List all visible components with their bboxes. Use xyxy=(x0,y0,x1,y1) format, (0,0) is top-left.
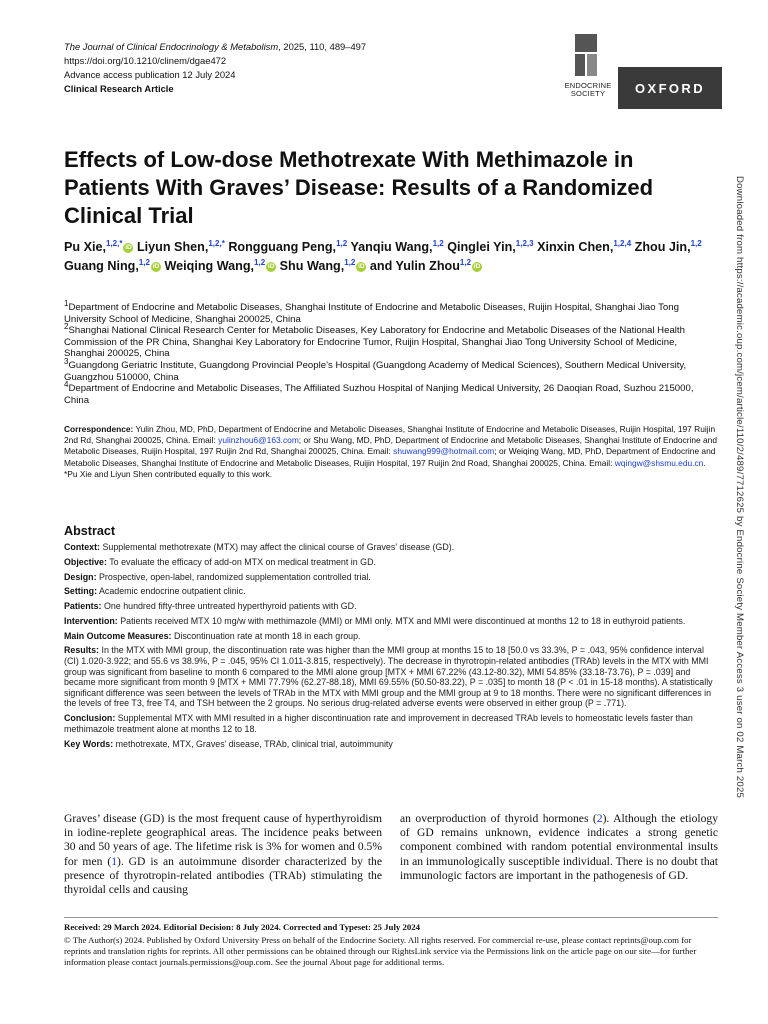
download-note-text: Downloaded from https://academic.oup.com/jcem/article/110/2/489/7712625 by Endocrine Society Member Access 3 user on 02 March 2025 xyxy=(734,176,745,799)
author-affil-sup[interactable]: 1,2 xyxy=(138,257,150,267)
affiliation-text: Guangdong Geriatric Institute, Guangdong Provincial People’s Hospital (Guangdong Academy of Medical Sciences), Southern Medical University, Guangzhou 510000, China xyxy=(64,359,687,383)
abstract-section xyxy=(64,739,718,750)
equal-contribution-note: *Pu Xie and Liyun Shen contributed equally to this work. xyxy=(64,468,273,479)
author-affil-sup[interactable]: 1,2 xyxy=(459,257,472,267)
abstract-section-label: Key Words: xyxy=(64,738,114,749)
author xyxy=(350,240,443,254)
correspondence-part: Yulin Zhou, MD, PhD, Department of Endocrine and Metabolic Diseases, Shanghai Institute of Endocrine and Metabolic Diseases, Ruijin Hospital, 197 Ruijin 2nd Rd, Shanghai 200025, China. Email: xyxy=(64,424,716,446)
abstract-section xyxy=(64,645,718,709)
author-name: and Yulin Zhou xyxy=(369,259,460,273)
author xyxy=(64,259,161,273)
copyright-notice: © The Author(s) 2024. Published by Oxford University Press on behalf of the Endocrine Society. All rights reserved. For commercial re-use, please contact reprints@oup.com for reprints and translation rights for reprints. All other permissions can be obtained through our RightsLink service via the Permissions link on the article page on our site—for further information please contact journals.permissions@oup.com. See the journal About page for additional terms. xyxy=(64,935,697,967)
abstract-section-text: Discontinuation rate at month 18 in each group. xyxy=(173,630,361,641)
author-affil-sup[interactable]: 1,2,* xyxy=(106,238,123,248)
correspondence-label: Correspondence: xyxy=(64,424,134,434)
abstract-section-label: Results: xyxy=(64,645,100,656)
article-type: Clinical Research Article xyxy=(64,83,174,94)
correspondence-part: ; or Shu Wang, MD, PhD, Department of Endocrine and Metabolic Diseases, Shanghai Institute of Endocrine and Metabolic Diseases, Ruijin Hospital, 197 Ruijin 2nd Rd, Shanghai 200025, China. Email: xyxy=(64,435,717,457)
author xyxy=(64,240,133,254)
author-name: Qinglei Yin, xyxy=(447,240,516,254)
abstract-section-text: To evaluate the efficacy of add-on MTX on medical treatment in GD. xyxy=(109,556,376,567)
author xyxy=(537,240,631,254)
author-affil-sup[interactable]: 1,2 xyxy=(344,257,356,267)
affiliation xyxy=(64,322,720,360)
affiliation-text: Department of Endocrine and Metabolic Diseases, The Affiliated Suzhou Hospital of Nanjing Medical University, 26 Daoqian Road, Suzhou 215000, China xyxy=(64,383,694,406)
author-name: Shu Wang, xyxy=(279,259,345,273)
doi-link[interactable]: https://doi.org/10.1210/clinem/dgae472 xyxy=(64,55,227,66)
author xyxy=(370,259,482,273)
journal-header xyxy=(64,40,484,96)
email-link[interactable]: wqingw@shsmu.edu.cn xyxy=(614,457,704,468)
author-name: Yanqiu Wang, xyxy=(350,240,433,254)
advance-access: Advance access publication 12 July 2024 xyxy=(64,69,236,80)
affiliations xyxy=(64,298,720,406)
download-note xyxy=(734,176,752,896)
author-list xyxy=(64,238,729,276)
correspondence-part: ; or Weiqing Wang, MD, PhD, Department of Endocrine and Metabolic Diseases, Shanghai Institute of Endocrine and Metabolic Diseases, Ruijin Hospital, 197 Ruijin 2nd Road, Shanghai 200025, China. Email: xyxy=(64,446,716,468)
author-name: Liyun Shen, xyxy=(136,240,209,254)
oxford-logo: OXFORD xyxy=(618,67,722,109)
abstract-section-text: In the MTX with MMI group, the discontinuation rate was higher than the MMI group at months 15 to 18 [50.0 vs 33.3%, P = .043, 95% confidence interval (CI) 1.020-3.922; and 55.6 vs 38.9%, P = .045, 95% CI 1.011-3.815, respectively). The decrease in thyrotropin-related antibodies (TRAb) levels in the MTX with MMI group was significant from baseline to month 6 compared to the MMI alone group [MTX + MMI 67.22% (43.12-80.32), MMI 54.85% (33.18-73.76), P = .039] and became more significant from month 9 [MTX + MMI 77.79% (62.27-88.18), MMI 69.55% (50.50-83.22), P = .035] to month 18 (P < .01 in 15-18 months). A statistically significant difference was seen between the levels of TRAb in the MTX with MMI group and the MMI group at 9 to 18 months. There were no significant differences in the levels of free T3, free T4, and TSH between the 2 groups. No serious drug-related adverse events were observed in either group (P = .771). xyxy=(64,645,713,709)
abstract-section-label: Patients: xyxy=(64,601,102,612)
correspondence-part: . xyxy=(703,457,706,468)
email-link[interactable]: shuwang999@hotmail.com xyxy=(393,446,495,457)
author-affil-sup[interactable]: 1,2,* xyxy=(208,238,225,248)
body-text: ). Although the etiology of GD remains unknown, evidence indicates a strong genetic component combined with random potential environmental insults in an immunologically susceptible individual. There is no doubt that immunologic factors are important in the pathogenesis of GD. xyxy=(400,812,718,882)
abstract-section-label: Design: xyxy=(64,571,97,582)
article-title: Effects of Low-dose Methotrexate With Methimazole in Patients With Graves’ Disease: Results of a Randomized Clinical Trial xyxy=(64,147,654,228)
abstract-section xyxy=(64,631,718,642)
abstract-section-text: Supplemental methotrexate (MTX) may affect the clinical course of Graves’ disease (GD). xyxy=(102,542,455,552)
endocrine-society-wordmark xyxy=(560,82,616,98)
abstract-section-text: One hundred fifty-three untreated hyperthyroid patients with GD. xyxy=(103,601,357,612)
abstract-section xyxy=(64,557,718,568)
affiliation xyxy=(64,298,720,325)
orcid-icon[interactable]: iD xyxy=(358,262,365,270)
author-name: Rongguang Peng, xyxy=(228,240,337,254)
author xyxy=(635,240,702,254)
body-text: an overproduction of thyroid hormones ( xyxy=(400,812,597,825)
footer-divider xyxy=(64,917,718,918)
author xyxy=(280,259,367,273)
author-affil-sup[interactable]: 1,2 xyxy=(432,238,444,248)
reference-link[interactable]: 1 xyxy=(111,854,117,868)
abstract-section xyxy=(64,601,718,612)
abstract-section xyxy=(64,542,718,553)
abstract-section xyxy=(64,586,718,597)
body-column-right xyxy=(400,812,718,883)
author-name: Guang Ning, xyxy=(64,259,139,273)
affiliation-number: 2 xyxy=(64,322,69,331)
abstract-body xyxy=(64,542,718,753)
abstract-section-text: Patients received MTX 10 mg/w with methimazole (MMI) or MMI only. MTX and MMI were discontinued at months 12 to 18 in euthyroid patients. xyxy=(120,615,686,626)
author-affil-sup[interactable]: 1,2 xyxy=(336,238,348,248)
orcid-icon[interactable]: iD xyxy=(152,262,160,270)
author-name: Zhou Jin, xyxy=(634,240,691,254)
orcid-icon[interactable]: iD xyxy=(473,262,481,270)
society-word: SOCIETY xyxy=(570,89,606,98)
abstract-section xyxy=(64,572,718,583)
abstract-heading: Abstract xyxy=(64,524,116,538)
affiliation-text: Department of Endocrine and Metabolic Diseases, Shanghai Institute of Endocrine and Metabolic Diseases, Ruijin Hospital, Shanghai Jiao Tong University School of Medicine, Shanghai 200025, China xyxy=(64,302,679,325)
reference-link[interactable]: 2 xyxy=(596,812,603,825)
abstract-section-text: Prospective, open-label, randomized supplementation controlled trial. xyxy=(99,571,371,582)
affiliation-text: Shanghai National Clinical Research Center for Metabolic Diseases, Key Laboratory for Endocrine and Metabolic Diseases of the National Health Commission of the PR China, Shanghai Key Laboratory for Endocrine Tumor, Ruijin Hospital, Shanghai Jiao Tong University School of Medicine, Shanghai 200025, China xyxy=(64,325,685,360)
author-name: Xinxin Chen, xyxy=(537,240,614,254)
abstract-section-label: Main Outcome Measures: xyxy=(64,630,172,641)
affiliation-number: 1 xyxy=(64,298,69,308)
publisher-logos xyxy=(560,30,720,120)
abstract-section-label: Objective: xyxy=(64,556,107,567)
correspondence-text xyxy=(64,424,720,469)
abstract-section-label: Context: xyxy=(64,542,100,552)
abstract-section xyxy=(64,616,718,627)
received-dates: Received: 29 March 2024. Editorial Decision: 8 July 2024. Corrected and Typeset: 25 July 2024 xyxy=(64,922,421,932)
journal-name: The Journal of Clinical Endocrinology & Metabolism xyxy=(64,41,279,52)
body-column-left xyxy=(64,812,382,897)
affiliation xyxy=(64,356,720,383)
abstract-section-text: Academic endocrine outpatient clinic. xyxy=(99,586,246,597)
orcid-icon[interactable]: iD xyxy=(267,262,275,270)
author-affil-sup[interactable]: 1,2 xyxy=(690,238,702,248)
author xyxy=(164,259,276,273)
affiliation xyxy=(64,379,720,406)
body-text: Graves’ disease (GD) is the most frequent cause of hyperthyroidism in iodine-replete geographical areas. The incidence peaks between 30 and 50 years of age. The lifetime risk is 3% for women and 0.5% for men ( xyxy=(64,812,382,868)
author xyxy=(447,240,533,254)
endocrine-word: ENDOCRINE xyxy=(564,81,612,90)
abstract-section-label: Intervention: xyxy=(64,615,118,626)
author-affil-sup[interactable]: 1,2,4 xyxy=(613,238,632,248)
author-name: Pu Xie, xyxy=(64,240,106,254)
author xyxy=(228,240,347,254)
author-affil-sup[interactable]: 1,2,3 xyxy=(515,238,534,248)
abstract-section-label: Setting: xyxy=(64,586,98,597)
footer xyxy=(64,922,718,970)
author-affil-sup[interactable]: 1,2 xyxy=(254,257,266,267)
endocrine-society-logo-icon xyxy=(571,30,601,80)
abstract-section-text: Supplemental MTX with MMI resulted in a higher discontinuation rate and improvement in decreased TRAb levels to homeostatic levels faster than methimazole treatment alone at months 12 to 18. xyxy=(64,713,693,734)
affiliation-number: 4 xyxy=(64,379,69,389)
affiliation-number: 3 xyxy=(64,356,69,366)
author-name: Weiqing Wang, xyxy=(164,259,255,273)
abstract-section-label: Conclusion: xyxy=(64,713,116,724)
author xyxy=(137,240,225,254)
orcid-icon[interactable]: iD xyxy=(125,243,132,251)
body-text: ). GD is an autoimmune disorder characterized by the presence of thyrotropin-related antibodies (TRAb) stimulating the thyroidal cells and causing xyxy=(64,854,382,897)
abstract-section-text: methotrexate, MTX, Graves’ disease, TRAb, clinical trial, autoimmunity xyxy=(115,738,393,749)
citation-details: , 2025, 110, 489–497 xyxy=(278,41,367,52)
correspondence xyxy=(64,424,720,480)
email-link[interactable]: yulinzhou6@163.com xyxy=(218,435,299,446)
citation-line xyxy=(64,40,484,54)
abstract-section xyxy=(64,713,718,734)
